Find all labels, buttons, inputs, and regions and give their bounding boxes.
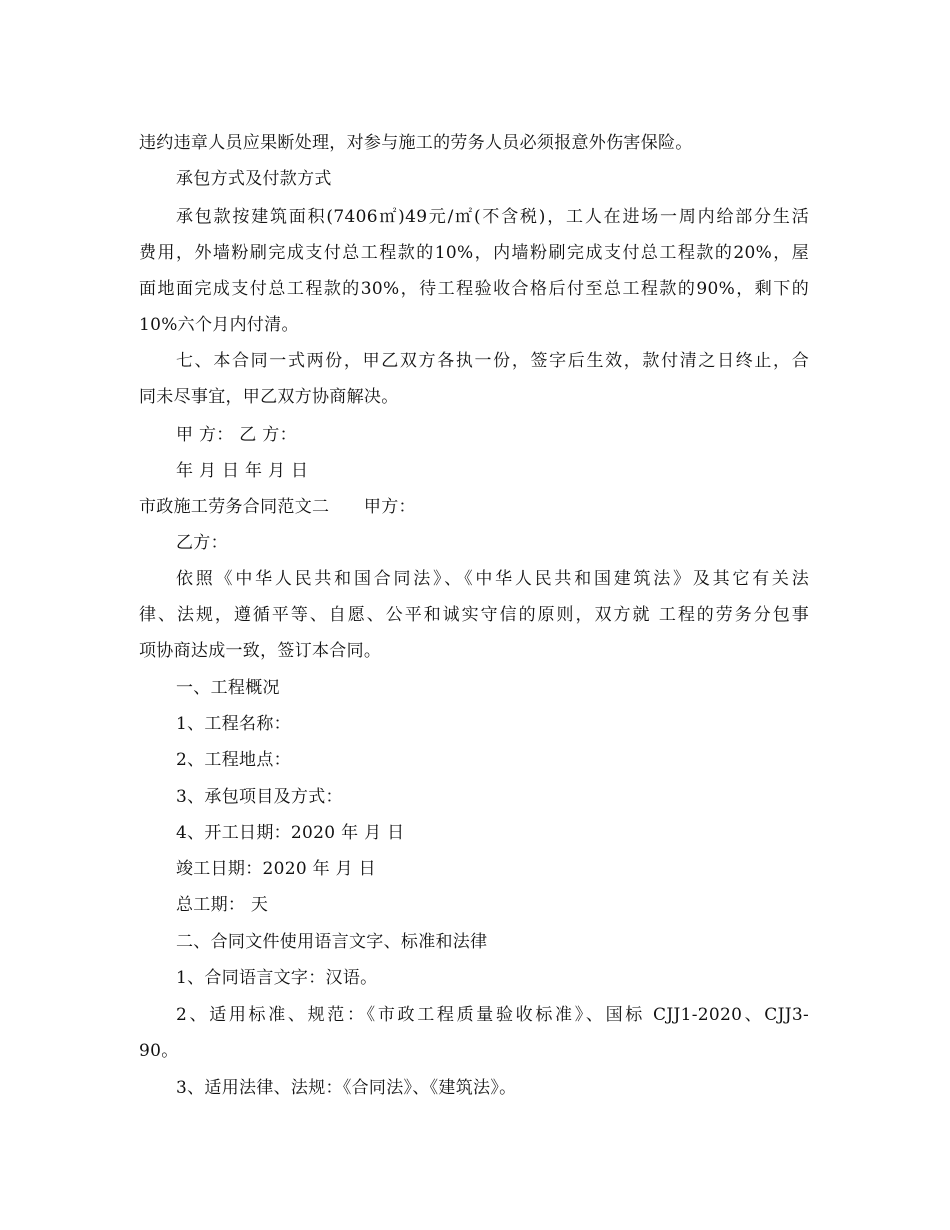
paragraph-line: 七、本合同一式两份，甲乙双方各执一份，签字后生效，款付清之日终止，合	[176, 351, 809, 371]
list-item: 竣工日期：2020 年 月 日	[176, 859, 376, 879]
paragraph-line: 违约违章人员应果断处理，对参与施工的劳务人员必须报意外伤害保险。	[139, 133, 693, 153]
section-heading: 一、工程概况	[176, 678, 280, 698]
list-item: 4、开工日期：2020 年 月 日	[176, 823, 405, 843]
paragraph-line: 律、法规，遵循平等、自愿、公平和诚实守信的原则，双方就 工程的劳务分包事	[139, 605, 809, 625]
paragraph-line: 90。	[139, 1041, 179, 1061]
paragraph-line: 项协商达成一致，签订本合同。	[139, 641, 382, 661]
paragraph-line: 同未尽事宜，甲乙双方协商解决。	[139, 387, 399, 407]
paragraph-line: 费用，外墙粉刷完成支付总工程款的10%，内墙粉刷完成支付总工程款的20%，屋	[139, 243, 809, 263]
paragraph-line: 承包款按建筑面积(7406㎡)49元/㎡(不含税)，工人在进场一周内给部分生活	[176, 207, 809, 227]
section-heading: 二、合同文件使用语言文字、标准和法律	[176, 932, 488, 952]
party-b-label: 乙方：	[176, 533, 228, 553]
document-title-line: 市政施工劳务合同范文二 甲方：	[139, 497, 416, 517]
list-item: 2、适用标准、规范：《市政工程质量验收标准》、国标 CJJ1-2020、CJJ3-	[176, 1005, 809, 1025]
paragraph-line: 依照《中华人民共和国合同法》、《中华人民共和国建筑法》及其它有关法	[176, 569, 809, 589]
list-item: 1、合同语言文字：汉语。	[176, 968, 378, 988]
list-item: 2、工程地点：	[176, 750, 291, 770]
list-item: 3、适用法律、法规：《合同法》、《建筑法》。	[176, 1078, 517, 1098]
paragraph-line: 10%六个月内付清。	[139, 315, 299, 335]
paragraph-line: 面地面完成支付总工程款的30%，待工程验收合格后付至总工程款的90%，剩下的	[139, 279, 809, 299]
signature-dates: 年 月 日 年 月 日	[176, 461, 309, 481]
list-item: 1、工程名称：	[176, 714, 291, 734]
list-item: 总工期： 天	[176, 895, 269, 915]
signature-parties: 甲 方： 乙 方：	[176, 425, 297, 445]
section-heading: 承包方式及付款方式	[176, 169, 332, 189]
list-item: 3、承包项目及方式：	[176, 787, 343, 807]
